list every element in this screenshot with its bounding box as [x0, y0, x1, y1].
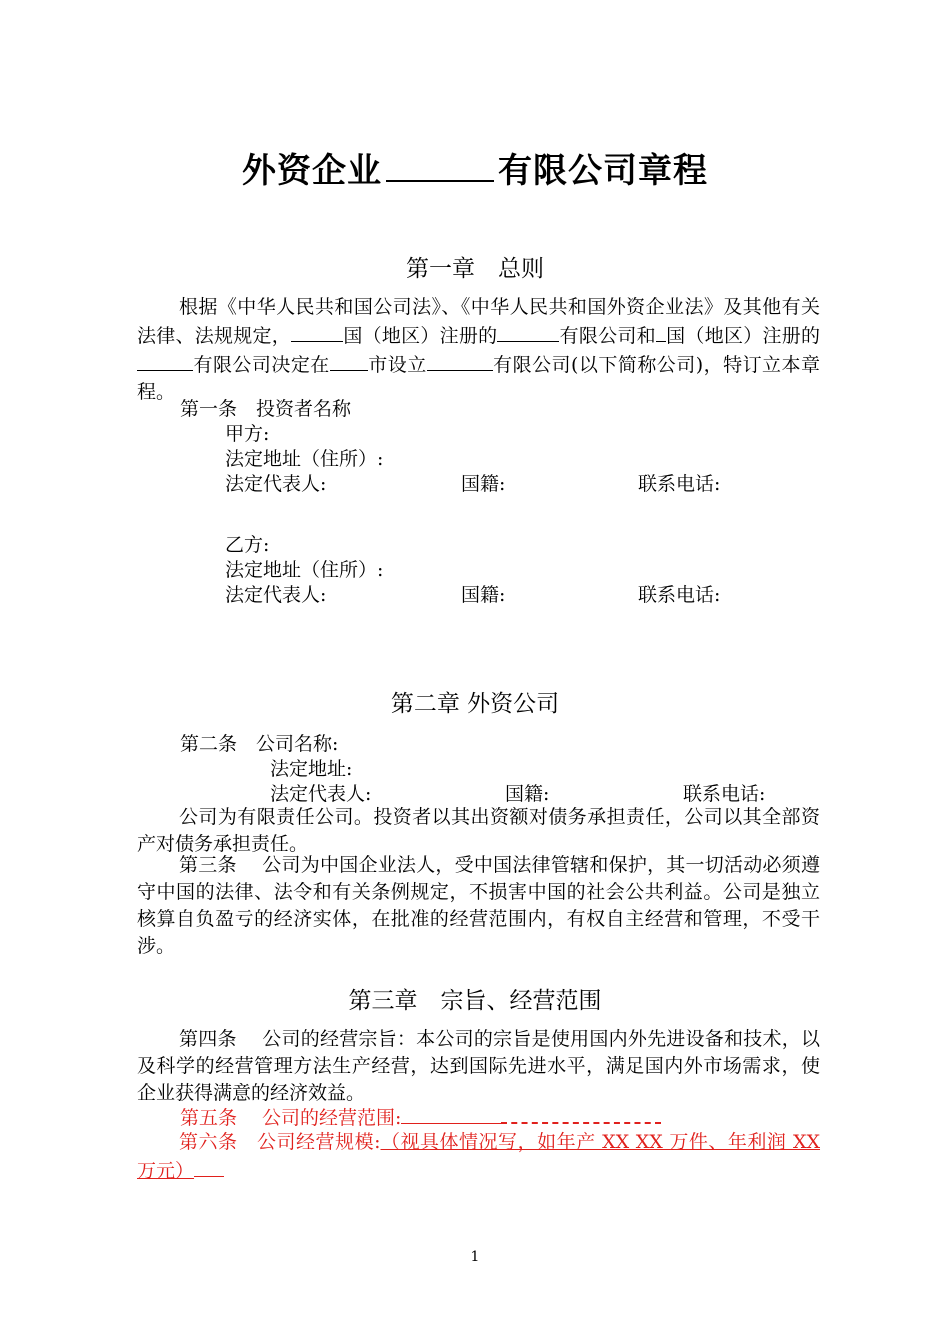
title-part-right: 有限公司章程: [498, 151, 708, 191]
intro-text: 有限公司(以下简称公司)，特订立本章程。: [137, 354, 820, 403]
chapter-1-intro: [137, 294, 820, 406]
scope-blank: [401, 1103, 501, 1124]
intro-text: 国（地区）注册的: [343, 325, 498, 347]
party-b-rep: 法定代表人:: [225, 584, 327, 606]
liability-paragraph: 公司为有限责任公司。投资者以其出资额对债务承担责任，公司以其全部资产对债务承担责任。: [137, 806, 820, 855]
blank-company-b: [137, 350, 193, 371]
article-5-label: 第五条 公司的经营范围:: [180, 1107, 402, 1129]
blank-country-b: [656, 321, 666, 342]
company-address: 法定地址:: [270, 758, 353, 780]
party-a-label: 甲方:: [225, 423, 270, 445]
party-b-nationality: 国籍:: [461, 584, 506, 606]
page-number: 1: [470, 1249, 480, 1265]
party-a-phone: 联系电话:: [638, 473, 721, 495]
company-phone: 联系电话:: [683, 783, 766, 805]
article-1-label: 第一条 投资者名称: [180, 398, 352, 420]
chapter-2-heading: 第二章 外资公司: [390, 691, 560, 717]
company-nationality: 国籍:: [505, 783, 550, 805]
intro-text: 国（地区）注册的: [665, 325, 820, 347]
party-a-rep: 法定代表人:: [225, 473, 327, 495]
article-2-label: 第二条 公司名称:: [180, 733, 339, 755]
document-title: [0, 148, 950, 193]
party-b-label: 乙方:: [225, 534, 270, 556]
title-part-left: 外资企业: [242, 151, 382, 191]
blank-country-a: [291, 321, 343, 342]
title-blank: [386, 148, 494, 182]
chapter-3-heading: 第三章 宗旨、经营范围: [348, 988, 602, 1014]
article-4-paragraph: 第四条 公司的经营宗旨：本公司的宗旨是使用国内外先进设备和技术，以及科学的经营管理方法生产经营，达到国际先进水平，满足国内外市场需求，使企业获得满意的经济效益。: [137, 1028, 820, 1104]
chapter-1-heading: 第一章 总则: [406, 256, 544, 282]
blank-city: [330, 350, 368, 371]
party-b-address: 法定地址（住所）:: [225, 559, 384, 581]
article-5-line: [180, 1103, 661, 1132]
intro-text: 有限公司和: [559, 325, 656, 347]
article-6-fill: （视具体情况写，如年产 XX XX 万件、年利润 XX 万元）: [137, 1131, 821, 1182]
article-6-paragraph: [137, 1129, 820, 1185]
article-6-blank: [194, 1156, 224, 1177]
scope-dashed-blank: [501, 1104, 661, 1124]
blank-company-a: [497, 321, 559, 342]
intro-text: 有限公司决定在: [193, 354, 330, 376]
article-6-label: 第六条 公司经营规模:: [179, 1131, 381, 1153]
party-a-address: 法定地址（住所）:: [225, 448, 384, 470]
intro-text: 市设立: [367, 354, 427, 376]
party-b-phone: 联系电话:: [638, 584, 721, 606]
party-a-nationality: 国籍:: [461, 473, 506, 495]
article-3-paragraph: 第三条 公司为中国企业法人，受中国法律管辖和保护，其一切活动必须遵守中国的法律、法令和有关条例规定，不损害中国的社会公共利益。公司是独立核算自负盈亏的经济实体，在批准的经营范围内，有权自主经营和管理，不受干涉。: [137, 854, 820, 957]
blank-company-new: [427, 350, 493, 371]
intro-text: 根据《中华人民共和国公司法》、《中华人民共和国外资企业法》及其他有关法律、法规规定，: [137, 296, 820, 347]
company-rep: 法定代表人:: [270, 783, 372, 805]
